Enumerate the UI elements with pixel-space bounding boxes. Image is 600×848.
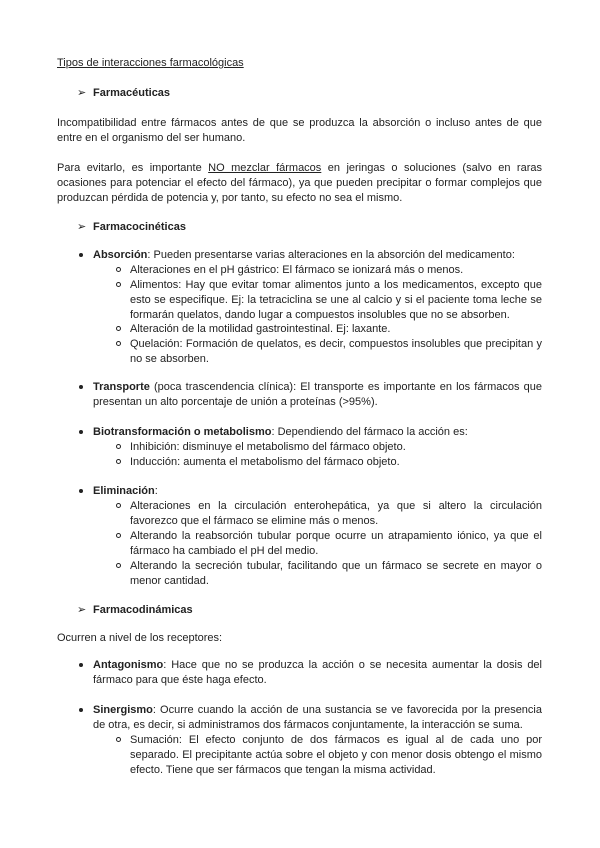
arrow-bullet-icon: ➢: [77, 604, 87, 616]
list-item-text: :: [154, 485, 158, 497]
circle-bullet-icon: [116, 282, 121, 287]
sub-item-line: Inducción: aumenta el metabolismo del fármaco objeto.: [130, 456, 400, 468]
list-item-line: fármaco para que éste haga efecto.: [93, 674, 267, 686]
sub-item-line: Alteraciones en la circulación enterohepática, ya que si altero la circulación: [130, 500, 542, 512]
sub-item-line: formarán quelatos, dando lugar a compuestos insolubles que no se absorben.: [130, 309, 510, 321]
list-item-line: presentan un alto porcentaje de unión a proteínas (>95%).: [93, 396, 378, 408]
list-item-term: Biotransformación o metabolismo: [93, 426, 272, 438]
circle-bullet-icon: [116, 563, 121, 568]
list-item-sinergismo: [93, 703, 542, 717]
sub-item-line: menor cantidad.: [130, 575, 209, 587]
underlined-emphasis: NO mezclar fármacos: [208, 162, 322, 174]
sub-item-line: favorezco que el fármaco se elimine más o menos.: [130, 515, 379, 527]
list-item-term: Transporte: [93, 381, 150, 393]
paragraph-line: Ocurren a nivel de los receptores:: [57, 632, 223, 644]
list-item-text: : Pueden presentarse varias alteraciones en la absorción del medicamento:: [147, 249, 515, 261]
list-item-term: Sinergismo: [93, 704, 153, 716]
list-item-text: (poca trascendencia clínica): El transporte es importante en los fármacos que: [149, 381, 542, 393]
list-item-biotransformacion: [93, 425, 468, 439]
list-item-transporte: [93, 380, 542, 394]
section-heading-farmacocineticas: Farmacocinéticas: [93, 221, 186, 233]
sub-item-line: Alteración de la motilidad gastrointestinal. Ej: laxante.: [130, 323, 391, 335]
sub-item-line: Sumación: El efecto conjunto de dos fármacos es igual al de cada uno por: [130, 734, 542, 746]
sub-item-line: fármaco ha cambiado el pH del medio.: [130, 545, 319, 557]
bullet-dot-icon: [79, 708, 83, 712]
paragraph-line: [57, 161, 542, 175]
list-item-text: : Dependiendo del fármaco la acción es:: [271, 426, 468, 438]
circle-bullet-icon: [116, 444, 121, 449]
section-heading-farmacodinamicas: Farmacodinámicas: [93, 604, 193, 616]
paragraph-line: Incompatibilidad entre fármacos antes de que se produzca la absorción o incluso antes de que: [57, 117, 542, 129]
text-run: en jeringas o soluciones (salvo en raras: [321, 162, 542, 174]
text-run: Para evitarlo, es importante: [57, 162, 209, 174]
section-heading-farmaceuticas: Farmacéuticas: [93, 87, 171, 99]
bullet-dot-icon: [79, 253, 83, 257]
list-item-term: Eliminación: [93, 485, 155, 497]
list-item-text: : Ocurre cuando la acción de una sustancia se ve favorecida por la presencia: [152, 704, 542, 716]
paragraph-line: ocasiones para potenciar el efecto del fármaco), ya que pueden precipitar o formar complejos que: [57, 177, 542, 189]
sub-item-line: no se absorben.: [130, 353, 209, 365]
bullet-dot-icon: [79, 430, 83, 434]
paragraph-line: entre en el organismo del ser humano.: [57, 132, 246, 144]
bullet-dot-icon: [79, 663, 83, 667]
sub-item-line: esto se especifique. Ej: la tetraciclina se une al calcio y si el paciente toma leche se: [130, 294, 542, 306]
arrow-bullet-icon: ➢: [77, 87, 87, 99]
arrow-bullet-icon: ➢: [77, 221, 87, 233]
bullet-dot-icon: [79, 489, 83, 493]
list-item-line: de otra, es decir, si administramos dos fármacos conjuntamente, la interacción se suma.: [93, 719, 523, 731]
list-item-antagonismo: [93, 658, 542, 672]
sub-item-line: Inhibición: disminuye el metabolismo del fármaco objeto.: [130, 441, 406, 453]
circle-bullet-icon: [116, 341, 121, 346]
sub-item-line: Alterando la secreción tubular, facilitando que un fármaco se secrete en mayor o: [130, 560, 542, 572]
sub-item-line: separado. El precipitante actúa sobre el objeto y con menor dosis obtengo el mismo: [130, 749, 542, 761]
circle-bullet-icon: [116, 533, 121, 538]
sub-item-line: Alimentos: Hay que evitar tomar alimentos junto a los medicamentos, excepto que: [130, 279, 542, 291]
list-item-eliminacion: [93, 484, 158, 498]
sub-item-line: Quelación: Formación de quelatos, es decir, compuestos insolubles que precipitan y: [130, 338, 542, 350]
sub-item-line: Alteraciones en el pH gástrico: El fármaco se ionizará más o menos.: [130, 264, 464, 276]
list-item-absorcion: [93, 248, 515, 262]
paragraph-line: produzcan pérdida de potencia y, por tanto, su efecto no sea el mismo.: [57, 192, 403, 204]
sub-item-line: Alterando la reabsorción tubular porque ocurre un atrapamiento iónico, ya que el: [130, 530, 542, 542]
list-item-term: Absorción: [93, 249, 148, 261]
page-title: Tipos de interacciones farmacológicas: [57, 57, 244, 69]
list-item-term: Antagonismo: [93, 659, 164, 671]
bullet-dot-icon: [79, 385, 83, 389]
circle-bullet-icon: [116, 737, 121, 742]
circle-bullet-icon: [116, 459, 121, 464]
sub-item-line: efecto. Tiene que ser fármacos que tengan la misma actividad.: [130, 764, 436, 776]
list-item-text: : Hace que no se produzca la acción o se necesita aumentar la dosis del: [163, 659, 542, 671]
circle-bullet-icon: [116, 267, 121, 272]
circle-bullet-icon: [116, 326, 121, 331]
circle-bullet-icon: [116, 503, 121, 508]
